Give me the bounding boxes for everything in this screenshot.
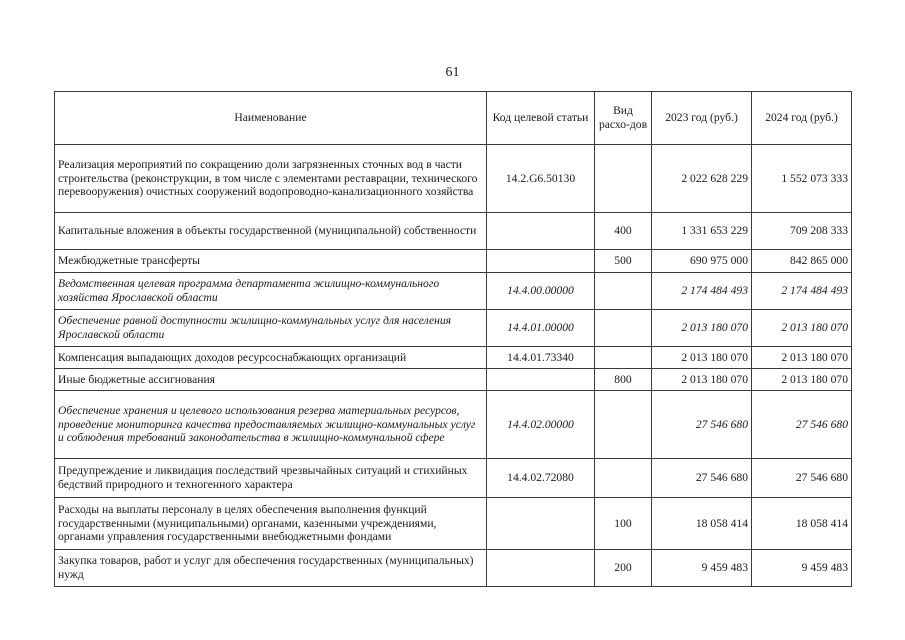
table-row [55,498,852,550]
table-row [55,145,852,213]
table-row [55,310,852,347]
row-2023: 2 022 628 229 [652,145,752,213]
row-name: Закупка товаров, работ и услуг для обеспечения государственных (муниципальных) нужд [55,550,487,587]
row-name: Ведомственная целевая программа департамента жилищно-коммунального хозяйства Ярославской области [55,273,487,310]
table-row [55,250,852,273]
row-code: 14.4.00.00000 [487,273,595,310]
row-code: 14.4.01.73340 [487,347,595,369]
row-name: Межбюджетные трансферты [55,250,487,273]
row-2024: 2 013 180 070 [752,310,852,347]
row-type [595,391,652,459]
row-type [595,459,652,498]
row-type [595,310,652,347]
header-type: Вид расхо-дов [595,92,652,145]
row-2024: 18 058 414 [752,498,852,550]
page-number: 61 [445,65,460,80]
header-row [55,92,852,145]
row-2023: 2 013 180 070 [652,369,752,391]
row-2023: 18 058 414 [652,498,752,550]
table-row [55,550,852,587]
row-type [595,273,652,310]
table-row [55,369,852,391]
row-type: 500 [595,250,652,273]
row-2024: 27 546 680 [752,459,852,498]
row-code [487,369,595,391]
row-name: Реализация мероприятий по сокращению доли загрязненных сточных вод в части строительства (реконструкции, в том числе с элементами реставрации, технического перевооружения) очистных сооружений водопроводно-канализационного хозяйства [55,145,487,213]
row-2023: 27 546 680 [652,459,752,498]
table-row [55,273,852,310]
row-2024: 1 552 073 333 [752,145,852,213]
row-code [487,213,595,250]
row-2023: 27 546 680 [652,391,752,459]
row-type: 400 [595,213,652,250]
row-type [595,347,652,369]
row-2024: 27 546 680 [752,391,852,459]
row-2023: 2 174 484 493 [652,273,752,310]
row-2023: 690 975 000 [652,250,752,273]
row-name: Расходы на выплаты персоналу в целях обеспечения выполнения функций государственными (муниципальными) органами, казенными учреждениями, органами управления государственными внебюджетными фондами [55,498,487,550]
row-type: 100 [595,498,652,550]
budget-table [54,91,852,587]
row-code [487,550,595,587]
row-type: 800 [595,369,652,391]
header-code: Код целевой статьи [487,92,595,145]
row-code: 14.2.G6.50130 [487,145,595,213]
row-2024: 2 174 484 493 [752,273,852,310]
row-2023: 2 013 180 070 [652,310,752,347]
header-2024: 2024 год (руб.) [752,92,852,145]
header-name: Наименование [55,92,487,145]
row-2024: 2 013 180 070 [752,347,852,369]
row-type [595,145,652,213]
row-2024: 9 459 483 [752,550,852,587]
row-name: Обеспечение хранения и целевого использования резерва материальных ресурсов, проведение мониторинга качества предоставляемых жилищно-коммунальных услуг и соблюдения требований законодательства в жилищно-коммунальной сфере [55,391,487,459]
table-row [55,459,852,498]
row-2023: 9 459 483 [652,550,752,587]
row-code: 14.4.02.72080 [487,459,595,498]
row-type: 200 [595,550,652,587]
table-row [55,347,852,369]
row-code: 14.4.01.00000 [487,310,595,347]
row-2023: 2 013 180 070 [652,347,752,369]
row-code [487,498,595,550]
row-code [487,250,595,273]
row-name: Иные бюджетные ассигнования [55,369,487,391]
header-2023: 2023 год (руб.) [652,92,752,145]
table-row [55,391,852,459]
row-name: Компенсация выпадающих доходов ресурсоснабжающих организаций [55,347,487,369]
row-2023: 1 331 653 229 [652,213,752,250]
row-2024: 2 013 180 070 [752,369,852,391]
row-code: 14.4.02.00000 [487,391,595,459]
row-name: Капитальные вложения в объекты государственной (муниципальной) собственности [55,213,487,250]
row-2024: 842 865 000 [752,250,852,273]
row-2024: 709 208 333 [752,213,852,250]
table-row [55,213,852,250]
row-name: Предупреждение и ликвидация последствий чрезвычайных ситуаций и стихийных бедствий природного и техногенного характера [55,459,487,498]
row-name: Обеспечение равной доступности жилищно-коммунальных услуг для населения Ярославской области [55,310,487,347]
